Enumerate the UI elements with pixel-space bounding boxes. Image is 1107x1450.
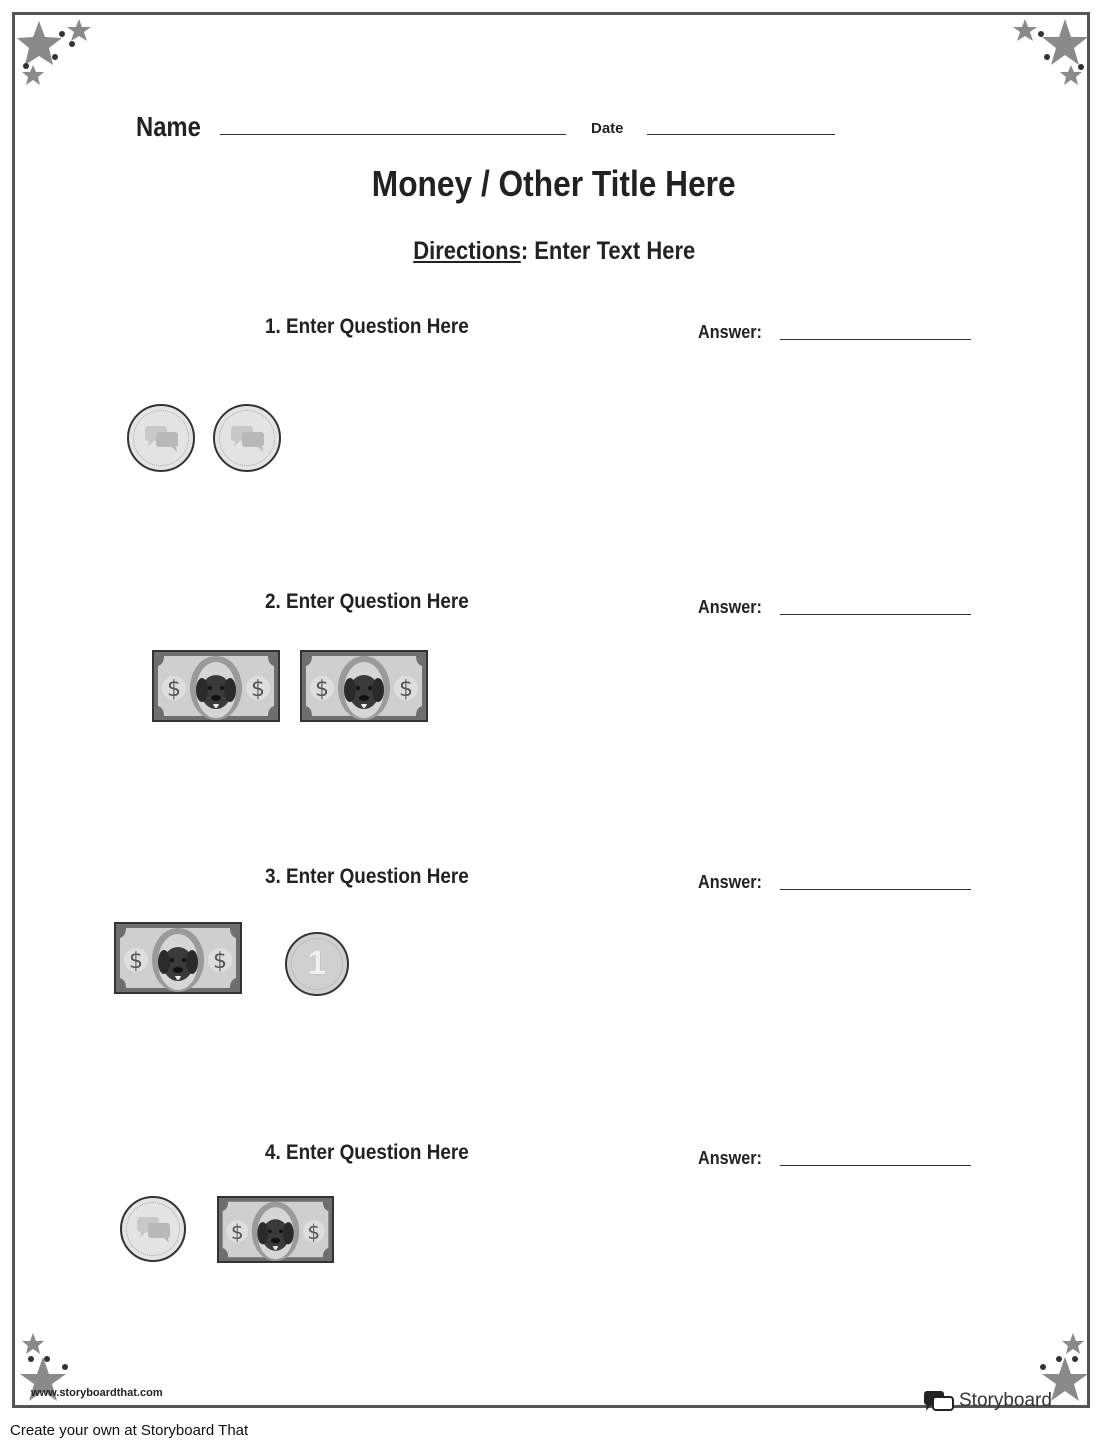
bill-face (219, 1198, 332, 1261)
star-icon (1011, 17, 1089, 92)
name-input-line[interactable] (220, 134, 566, 135)
speech-bubbles-icon (230, 425, 266, 453)
question-1: 1. Enter Question Here (265, 315, 469, 338)
answer-line-4[interactable] (780, 1165, 971, 1166)
svg-text:$: $ (399, 677, 413, 702)
directions-label: Directions (412, 237, 521, 265)
svg-text:$: $ (251, 677, 265, 702)
footer-url: www.storyboardthat.com (31, 1387, 163, 1399)
question-2: 2. Enter Question Here (265, 590, 469, 613)
svg-text:$: $ (167, 677, 181, 702)
storyboard-logo-icon (923, 1389, 955, 1413)
name-label: Name (136, 111, 201, 142)
answer-label-1: Answer: (698, 322, 762, 342)
bill-face (154, 652, 278, 720)
answer-label-2: Answer: (698, 597, 762, 617)
directions (15, 237, 1093, 266)
question-4: 4. Enter Question Here (265, 1141, 469, 1164)
worksheet-page (12, 12, 1090, 1411)
date-label: Date (591, 120, 624, 137)
svg-text:$: $ (230, 1219, 244, 1244)
coin-icon (285, 932, 349, 996)
answer-label-4: Answer: (698, 1148, 762, 1168)
svg-text:$: $ (315, 677, 329, 702)
svg-text:$: $ (307, 1219, 321, 1244)
star-icon (17, 17, 97, 92)
coin-value: 1 (307, 944, 327, 982)
answer-line-3[interactable] (780, 889, 971, 890)
brand-label: Storyboard (959, 1390, 1052, 1411)
bill-icon (217, 1196, 334, 1263)
coin-icon (120, 1196, 186, 1262)
coin-icon (213, 404, 281, 472)
answer-line-2[interactable] (780, 614, 971, 615)
date-input-line[interactable] (647, 134, 835, 135)
question-3: 3. Enter Question Here (265, 865, 469, 888)
bill-icon (300, 650, 428, 722)
speech-bubbles-icon (144, 425, 180, 453)
answer-label-3: Answer: (698, 872, 762, 892)
speech-bubbles-icon (136, 1216, 172, 1244)
bill-face (116, 924, 240, 992)
coin-icon (127, 404, 195, 472)
bill-icon (114, 922, 242, 994)
credit-line: Create your own at Storyboard That (10, 1422, 249, 1439)
bill-icon (152, 650, 280, 722)
svg-text:$: $ (129, 949, 143, 974)
answer-line-1[interactable] (780, 339, 971, 340)
page-title: Money / Other Title Here (372, 163, 736, 204)
svg-text:$: $ (213, 949, 227, 974)
bill-face (302, 652, 426, 720)
storyboard-brand (923, 1389, 1052, 1413)
directions-text: : Enter Text Here (520, 237, 696, 265)
